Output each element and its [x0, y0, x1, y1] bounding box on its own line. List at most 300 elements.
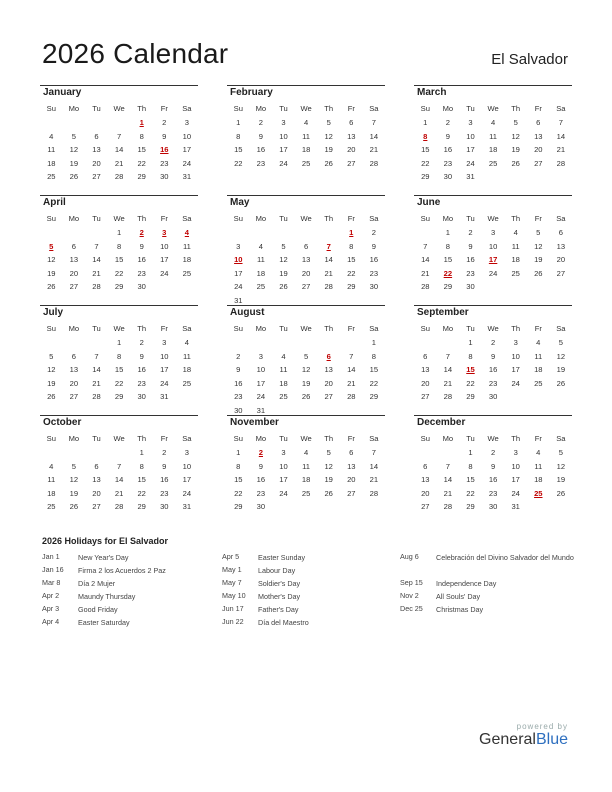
month-name: April [43, 197, 66, 208]
day-cell: 11 [302, 131, 311, 141]
day-cell: 1 [445, 228, 450, 237]
day-cell: 6 [71, 351, 76, 361]
month-name: May [230, 197, 250, 208]
day-cell: 31 [182, 502, 192, 512]
day-cell: 15 [347, 255, 356, 265]
brand-logo[interactable] [479, 722, 568, 749]
day-cell: 13 [69, 365, 79, 375]
day-cell: 5 [71, 131, 76, 141]
day-cell: 31 [256, 406, 266, 415]
holiday-date: Sep 15 [400, 578, 423, 587]
day-cell: 29 [114, 282, 124, 292]
day-cell: 29 [347, 282, 356, 292]
day-cell: 8 [236, 131, 241, 141]
holiday-name: Maundy Thursday [78, 592, 136, 601]
day-cell: 20 [324, 378, 333, 388]
month-name: January [43, 87, 82, 98]
day-cell: 24 [182, 488, 192, 498]
weekday-label: Sa [556, 214, 566, 223]
day-cell: 5 [558, 448, 563, 457]
weekday-label: Th [137, 104, 147, 113]
holiday-name: Firma 2 los Acuerdos 2 Paz [78, 566, 166, 575]
day-cell: 2 [258, 118, 263, 127]
day-cell: 20 [534, 145, 543, 155]
day-cell: 22 [347, 268, 356, 278]
day-cell: 10 [160, 351, 169, 361]
day-cell: 16 [466, 255, 475, 265]
day-cell: 15 [114, 365, 124, 375]
holiday-name: Día 2 Mujer [78, 579, 116, 588]
day-cell: 10 [279, 461, 288, 471]
day-cell: 30 [160, 172, 169, 182]
weekday-label: Fr [347, 434, 355, 443]
day-cell: 18 [488, 145, 498, 155]
logo-general: General [479, 731, 536, 748]
day-cell: 23 [234, 392, 243, 402]
day-cell: 12 [511, 131, 520, 141]
country-name: El Salvador [491, 51, 568, 68]
day-cell: 15 [421, 145, 430, 155]
day-cell: 7 [94, 241, 99, 251]
day-cell: 28 [324, 282, 333, 292]
day-cell: 21 [92, 378, 101, 388]
day-cell: 23 [369, 268, 379, 278]
day-cell: 21 [324, 268, 333, 278]
day-cell: 22 [114, 268, 124, 278]
day-cell: 21 [114, 488, 124, 498]
holiday-date: May 7 [222, 578, 242, 587]
month-divider [414, 415, 572, 416]
day-cell: 4 [490, 118, 496, 127]
month-divider [40, 415, 198, 416]
holiday-date: Jan 16 [42, 565, 64, 574]
day-cell: 11 [256, 255, 265, 265]
day-cell: 12 [69, 475, 79, 485]
day-cell: 28 [114, 172, 124, 182]
day-cell: 11 [302, 461, 311, 471]
day-cell: 3 [184, 448, 189, 457]
day-cell: 21 [443, 488, 453, 498]
day-cell: 18 [182, 365, 192, 375]
day-cell: 9 [258, 461, 263, 471]
day-cell: 2 [490, 448, 496, 457]
day-cell: 2 [490, 338, 496, 347]
day-cell: 14 [369, 131, 379, 141]
day-cell: 24 [279, 488, 288, 498]
day-cell: 25 [182, 268, 192, 278]
day-cell: 26 [47, 392, 56, 402]
day-cell: 29 [443, 282, 453, 292]
day-cell: 9 [468, 241, 473, 251]
holiday-date: Apr 4 [42, 617, 60, 626]
weekday-label: Th [511, 434, 521, 443]
weekday-label: Su [233, 434, 243, 443]
weekday-label: Fr [160, 324, 168, 333]
day-cell: 8 [371, 351, 376, 361]
holiday-name: Father's Day [258, 605, 299, 614]
weekday-label: Su [46, 104, 56, 113]
day-cell: 24 [488, 268, 498, 278]
day-cell: 3 [258, 351, 263, 361]
day-cell: 20 [92, 488, 101, 498]
day-cell: 28 [443, 392, 453, 402]
day-cell: 14 [443, 475, 453, 485]
day-cell: 12 [279, 255, 288, 265]
day-cell: 6 [536, 118, 541, 127]
day-cell: 26 [47, 282, 56, 292]
day-cell: 30 [488, 502, 498, 512]
day-cell: 23 [488, 378, 498, 388]
day-cell: 6 [558, 228, 563, 237]
day-cell: 31 [234, 296, 243, 305]
day-cell: 17 [160, 365, 169, 375]
holiday-day: 1 [139, 118, 144, 127]
day-cell: 20 [69, 268, 79, 278]
day-cell: 8 [468, 461, 473, 471]
holiday-name: Christmas Day [436, 605, 484, 614]
day-cell: 7 [116, 131, 122, 141]
day-cell: 17 [182, 145, 192, 155]
day-cell: 27 [534, 158, 543, 168]
day-cell: 8 [139, 131, 144, 141]
day-cell: 15 [369, 365, 379, 375]
day-cell: 2 [468, 228, 473, 237]
day-cell: 12 [534, 241, 543, 251]
weekday-label: Tu [279, 434, 288, 443]
month-name: March [417, 87, 447, 98]
holiday-name: Independence Day [436, 579, 497, 588]
day-cell: 11 [47, 145, 56, 155]
day-cell: 30 [466, 282, 475, 292]
day-cell: 23 [488, 488, 498, 498]
day-cell: 19 [47, 268, 56, 278]
day-cell: 5 [326, 448, 331, 457]
weekday-label: Tu [466, 214, 475, 223]
month-name: December [417, 417, 466, 428]
day-cell: 13 [347, 461, 356, 471]
weekday-label: Th [324, 214, 334, 223]
day-cell: 30 [443, 172, 453, 182]
day-cell: 11 [47, 475, 56, 485]
day-cell: 31 [182, 172, 192, 182]
day-cell: 22 [114, 378, 124, 388]
day-cell: 3 [468, 118, 473, 127]
day-cell: 11 [279, 365, 288, 375]
day-cell: 19 [69, 158, 79, 168]
day-cell: 26 [511, 158, 520, 168]
day-cell: 8 [116, 241, 122, 251]
weekday-label: Sa [182, 434, 192, 443]
day-cell: 4 [281, 351, 286, 361]
holiday-date: Aug 6 [400, 552, 419, 561]
holiday-date: Jun 17 [222, 604, 244, 613]
day-cell: 29 [137, 172, 146, 182]
day-cell: 28 [92, 282, 101, 292]
month-divider [227, 85, 385, 86]
day-cell: 28 [92, 392, 101, 402]
day-cell: 11 [182, 351, 191, 361]
day-cell: 9 [162, 131, 167, 141]
day-cell: 4 [536, 338, 541, 347]
day-cell: 7 [116, 461, 122, 471]
day-cell: 19 [511, 145, 520, 155]
day-cell: 16 [160, 475, 169, 485]
holiday-name: Easter Sunday [258, 553, 306, 562]
weekday-label: Fr [347, 214, 355, 223]
weekday-label: Tu [92, 214, 101, 223]
day-cell: 17 [279, 475, 288, 485]
weekday-label: Su [46, 434, 56, 443]
day-cell: 14 [556, 131, 566, 141]
day-cell: 15 [137, 475, 146, 485]
day-cell: 25 [301, 158, 311, 168]
day-cell: 18 [279, 378, 288, 388]
day-cell: 25 [511, 268, 520, 278]
day-cell: 30 [234, 406, 243, 415]
day-cell: 5 [513, 118, 518, 127]
day-cell: 1 [236, 448, 241, 457]
day-cell: 4 [303, 448, 309, 457]
day-cell: 26 [69, 172, 79, 182]
weekday-label: Fr [160, 104, 168, 113]
day-cell: 21 [114, 158, 124, 168]
weekday-label: We [113, 324, 125, 333]
day-cell: 26 [534, 268, 543, 278]
day-cell: 17 [279, 145, 288, 155]
month-divider [40, 195, 198, 196]
day-cell: 22 [234, 158, 243, 168]
day-cell: 24 [279, 158, 288, 168]
day-cell: 20 [92, 158, 101, 168]
day-cell: 25 [256, 282, 266, 292]
day-cell: 14 [347, 365, 356, 375]
day-cell: 21 [92, 268, 101, 278]
day-cell: 27 [92, 502, 101, 512]
day-cell: 21 [443, 378, 453, 388]
day-cell: 14 [92, 365, 101, 375]
holiday-date: Jun 22 [222, 617, 244, 626]
day-cell: 14 [443, 365, 453, 375]
day-cell: 10 [511, 351, 520, 361]
day-cell: 13 [347, 131, 356, 141]
day-cell: 3 [281, 118, 286, 127]
weekday-label: Sa [556, 104, 566, 113]
day-cell: 20 [301, 268, 311, 278]
day-cell: 6 [71, 241, 76, 251]
day-cell: 6 [423, 351, 428, 361]
day-cell: 12 [324, 461, 333, 471]
day-cell: 27 [69, 392, 79, 402]
day-cell: 24 [160, 378, 169, 388]
weekday-label: We [300, 214, 312, 223]
day-cell: 19 [279, 268, 288, 278]
day-cell: 11 [534, 461, 543, 471]
weekday-label: Fr [347, 104, 355, 113]
day-cell: 3 [513, 448, 518, 457]
day-cell: 5 [558, 338, 563, 347]
day-cell: 26 [556, 488, 566, 498]
day-cell: 3 [281, 448, 286, 457]
weekday-label: Mo [255, 324, 267, 333]
day-cell: 18 [47, 158, 56, 168]
day-cell: 6 [94, 461, 99, 471]
day-cell: 12 [324, 131, 333, 141]
day-cell: 25 [488, 158, 498, 168]
holiday-day: 4 [184, 228, 189, 237]
weekday-label: Su [420, 434, 430, 443]
holiday-date: Jan 1 [42, 552, 60, 561]
day-cell: 7 [94, 351, 99, 361]
day-cell: 16 [137, 255, 146, 265]
weekday-label: Su [46, 214, 56, 223]
day-cell: 25 [182, 378, 192, 388]
day-cell: 19 [534, 255, 543, 265]
day-cell: 11 [511, 241, 520, 251]
day-cell: 14 [114, 475, 124, 485]
weekday-label: Fr [534, 324, 542, 333]
day-cell: 22 [234, 488, 243, 498]
day-cell: 17 [256, 378, 266, 388]
day-cell: 16 [234, 378, 243, 388]
day-cell: 9 [258, 131, 263, 141]
day-cell: 16 [488, 365, 498, 375]
weekday-label: Tu [92, 434, 101, 443]
day-cell: 11 [534, 351, 543, 361]
day-cell: 10 [256, 365, 266, 375]
day-cell: 22 [466, 378, 475, 388]
day-cell: 5 [71, 461, 76, 471]
day-cell: 17 [511, 365, 520, 375]
weekday-label: Fr [534, 434, 542, 443]
day-cell: 27 [92, 172, 101, 182]
day-cell: 1 [116, 228, 122, 237]
day-cell: 21 [369, 475, 379, 485]
day-cell: 30 [369, 282, 379, 292]
day-cell: 10 [182, 461, 192, 471]
weekday-label: We [487, 324, 499, 333]
weekday-label: Su [233, 324, 243, 333]
day-cell: 20 [556, 255, 566, 265]
weekday-label: Th [324, 104, 334, 113]
day-cell: 22 [421, 158, 430, 168]
weekday-label: Sa [182, 324, 192, 333]
day-cell: 26 [279, 282, 288, 292]
day-cell: 28 [421, 282, 430, 292]
day-cell: 15 [114, 255, 124, 265]
day-cell: 5 [49, 351, 54, 361]
month-divider [414, 305, 572, 306]
day-cell: 12 [556, 351, 566, 361]
holiday-name: Labour Day [258, 566, 296, 575]
day-cell: 18 [182, 255, 192, 265]
day-cell: 19 [324, 145, 333, 155]
month-divider [227, 415, 385, 416]
day-cell: 2 [371, 228, 376, 237]
day-cell: 17 [234, 268, 243, 278]
day-cell: 19 [324, 475, 333, 485]
generalblue-logo [479, 731, 568, 749]
day-cell: 11 [489, 131, 498, 141]
day-cell: 17 [511, 475, 520, 485]
day-cell: 27 [347, 158, 356, 168]
holiday-date: May 1 [222, 565, 242, 574]
day-cell: 18 [534, 475, 543, 485]
day-cell: 2 [236, 351, 241, 361]
weekday-label: Th [324, 434, 334, 443]
day-cell: 9 [162, 461, 167, 471]
day-cell: 14 [324, 255, 333, 265]
day-cell: 10 [511, 461, 520, 471]
day-cell: 12 [47, 255, 56, 265]
holiday-day: 22 [443, 268, 453, 278]
day-cell: 7 [371, 448, 376, 457]
day-cell: 25 [47, 502, 56, 512]
day-cell: 2 [445, 118, 450, 127]
day-cell: 8 [349, 241, 354, 251]
day-cell: 3 [236, 241, 241, 251]
weekday-label: Mo [442, 214, 454, 223]
day-cell: 12 [301, 365, 311, 375]
day-cell: 15 [234, 145, 243, 155]
holidays-title: 2026 Holidays for El Salvador [42, 536, 169, 546]
day-cell: 14 [114, 145, 124, 155]
day-cell: 9 [139, 241, 144, 251]
month-divider [227, 305, 385, 306]
weekday-label: Mo [255, 104, 267, 113]
day-cell: 3 [162, 338, 167, 347]
day-cell: 21 [347, 378, 356, 388]
weekday-label: We [487, 434, 499, 443]
day-cell: 29 [234, 502, 243, 512]
day-cell: 9 [445, 131, 450, 141]
weekday-label: Mo [68, 434, 80, 443]
day-cell: 24 [511, 378, 520, 388]
weekday-label: Th [324, 324, 334, 333]
day-cell: 8 [116, 351, 122, 361]
day-cell: 4 [184, 338, 189, 347]
day-cell: 23 [256, 488, 266, 498]
day-cell: 1 [468, 338, 473, 347]
day-cell: 31 [160, 392, 169, 402]
day-cell: 15 [234, 475, 243, 485]
day-cell: 4 [513, 228, 518, 237]
weekday-label: Th [511, 324, 521, 333]
month-name: November [230, 417, 279, 428]
weekday-label: Tu [279, 214, 288, 223]
day-cell: 11 [182, 241, 191, 251]
weekday-label: Su [46, 324, 56, 333]
weekday-label: Su [233, 104, 243, 113]
day-cell: 22 [466, 488, 475, 498]
day-cell: 14 [92, 255, 101, 265]
day-cell: 14 [421, 255, 430, 265]
day-cell: 5 [281, 241, 286, 251]
weekday-label: Fr [534, 104, 542, 113]
weekday-label: Th [511, 214, 521, 223]
holiday-day: 10 [234, 255, 243, 265]
day-cell: 28 [114, 502, 124, 512]
day-cell: 4 [49, 131, 54, 141]
day-cell: 7 [371, 118, 376, 127]
day-cell: 2 [139, 338, 144, 347]
weekday-label: Mo [442, 434, 454, 443]
holiday-day: 5 [49, 241, 54, 251]
logo-blue: Blue [535, 731, 568, 748]
day-cell: 17 [466, 145, 475, 155]
day-cell: 20 [421, 378, 430, 388]
holiday-date: Apr 5 [222, 552, 240, 561]
day-cell: 10 [279, 131, 288, 141]
